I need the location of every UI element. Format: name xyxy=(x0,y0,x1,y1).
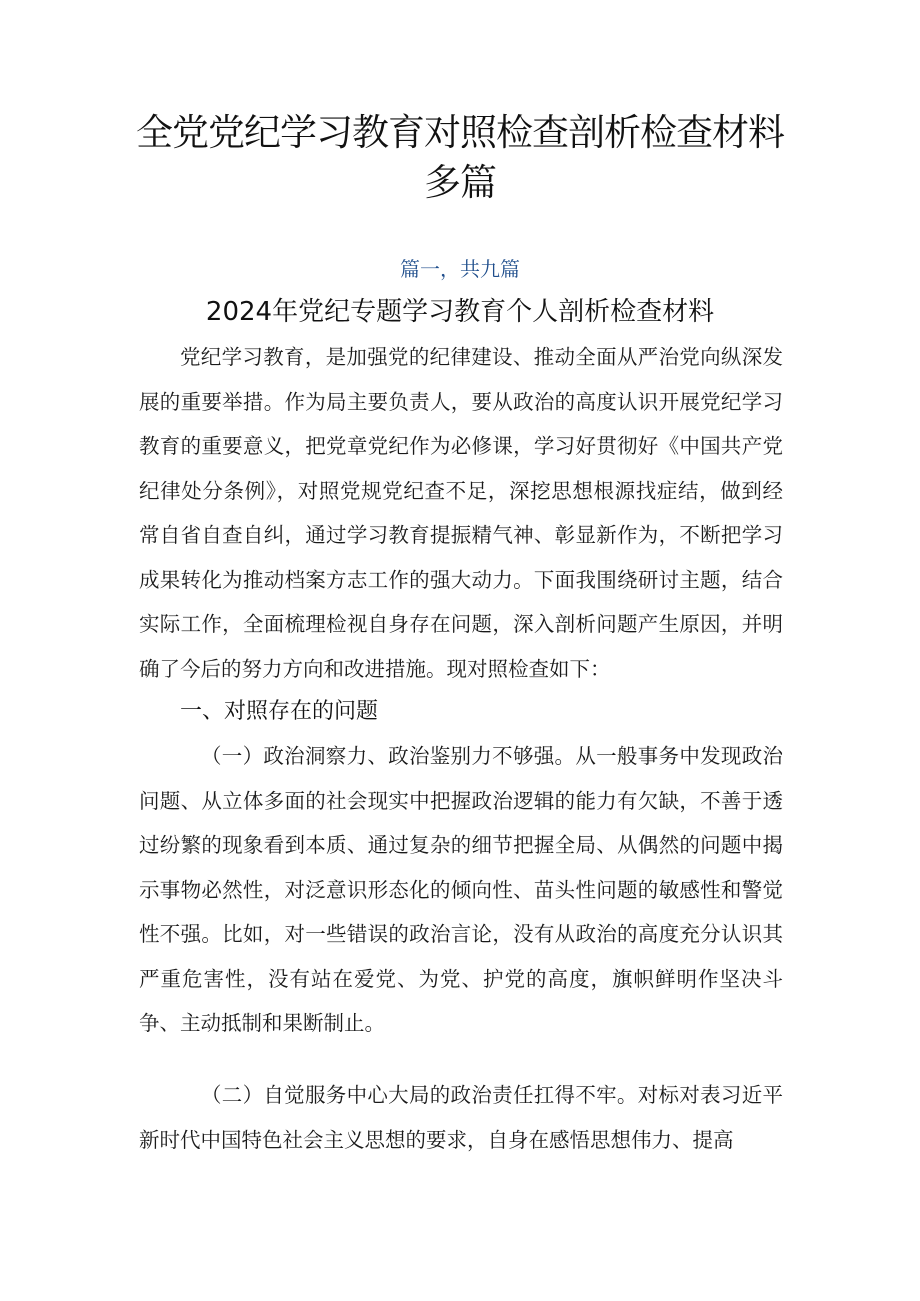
document-subtitle: 2024年党纪专题学习教育个人剖析检查材料 xyxy=(205,297,715,327)
document-title: 全党党纪学习教育对照检查剖析检查材料多篇 xyxy=(136,111,784,204)
paragraph-one: （一）政治洞察力、政治鉴别力不够强。从一般事务中发现政治问题、从立体多面的社会现实中把握政治逻辑的能力有欠缺，不善于透过纷繁的现象看到本质、通过复杂的细节把握全局、从偶然的问题中揭示事物必然性，对泛意识形态化的倾向性、苗头性问题的敏感性和警觉性不强。比如，对一些错误的政治言论，没有从政治的高度充分认识其严重危害性，没有站在爱党、为党、护党的高度，旗帜鲜明作坚决斗争、主动抵制和果断制止。 xyxy=(139,744,783,1035)
section-heading: 一、对照存在的问题 xyxy=(180,699,379,724)
intro-paragraph: 党纪学习教育，是加强党的纪律建设、推动全面从严治党向纵深发展的重要举措。作为局主要负责人，要从政治的高度认识开展党纪学习教育的重要意义，把党章党纪作为必修课，学习好贯彻好《中国共产党纪律处分条例》，对照党规党纪查不足，深挖思想根源找症结，做到经常自省自查自纠，通过学习教育提振精气神、彰显新作为，不断把学习成果转化为推动档案方志工作的强大动力。下面我围绕研讨主题，结合实际工作，全面梳理检视自身存在问题，深入剖析问题产生原因，并明确了今后的努力方向和改进措施。现对照检查如下： xyxy=(139,345,783,681)
paragraph-two: （二）自觉服务中心大局的政治责任扛得不牢。对标对表习近平新时代中国特色社会主义思想的要求，自身在感悟思想伟力、提高 xyxy=(139,1083,783,1152)
part-label: 篇一，共九篇 xyxy=(400,257,520,281)
